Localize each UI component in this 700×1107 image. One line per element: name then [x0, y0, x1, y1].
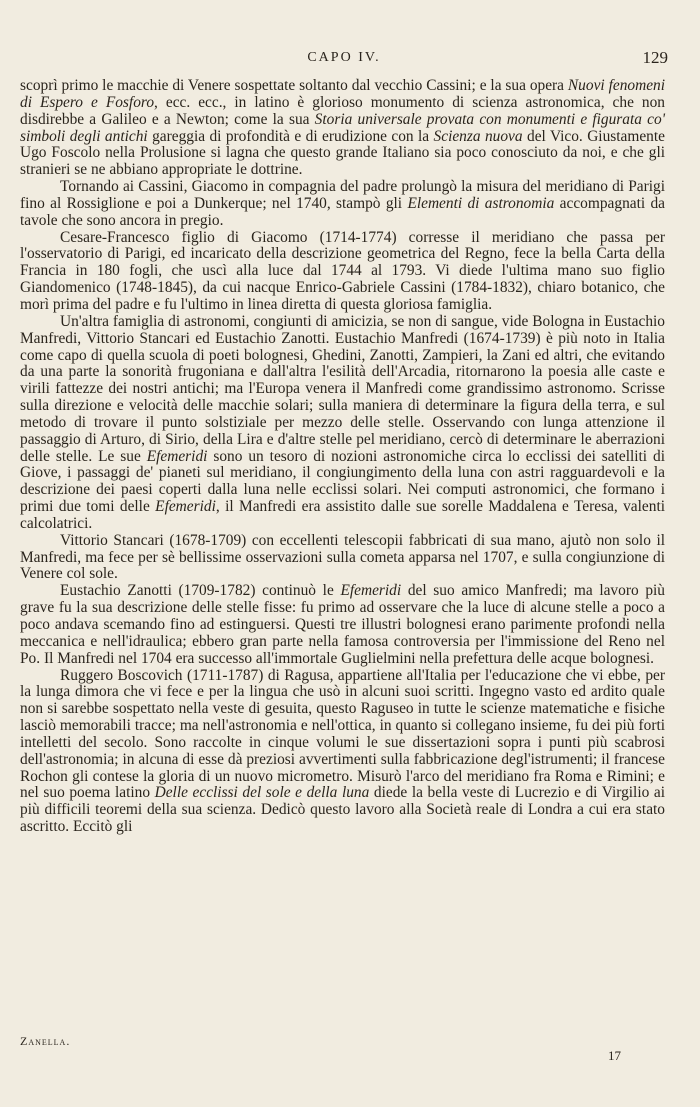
italic-title: Storia universale provata con monumenti e figurata co' simboli degli antichi — [20, 110, 665, 145]
italic-title: Efemeridi — [340, 582, 402, 600]
italic-title: Elementi di astronomia — [407, 194, 555, 212]
text-run: Un'altra famiglia di astronomi, congiunti di amicizia, se non di sangue, vide Bologna in Eustachio Manfredi, Vittorio Stancari ed Eustachio Zanotti. Eustachio Manfredi (1674-1739) è più noto in Italia come capo di quella scuola di poeti bolognesi, Ghedini, Zanotti, Zampieri, la Zani ed altri, che evitando da una parte la sonorità frugoniana e dall'altra l'esilità dell'Arcadia, ritornarono la poesia alle caste e virili fattezze dei nostri antichi; ma l'Europa venera il Manfredi come grandissimo astronomo. Scrisse sulla direzione e velocità delle macchie solari; sulla maniera di determinare la figura della terra, e sul metodo di trovare il punto solstiziale per mezzo delle stelle. Osservando con lunga attenzione il passaggio di Arturo, di Sirio, della Lira e d'altre stelle pel meridiano, cercò di determinare le aberrazioni delle stelle. Le sue — [20, 312, 665, 465]
text-run: Eustachio Zanotti (1709-1782) continuò le — [60, 582, 341, 600]
signature-mark: Zanella. — [20, 1034, 71, 1048]
text-run: del suo amico Manfredi; ma lavoro più grave fu la sua descrizione delle stelle fisse: fu primo ad osservare che la luce di alcune stelle a poco a poco andava scemando fino ad estinguersi. Questi tre illustri bolognesi erano parimente profondi nella meccanica e nell'idraulica; ebbero gran parte nella famosa controversia per l'immissione del Reno nel Po. Il Manfredi nel 1704 era successo all'immortale Guglielmini nella prefettura delle acque bolognesi. — [20, 582, 665, 667]
chapter-title: CAPO IV. — [307, 50, 381, 65]
text-run: , il Manfredi era assistito dalle sue sorelle Maddalena e Teresa, valenti calcolatrici. — [20, 498, 665, 532]
paragraph — [20, 583, 665, 667]
paragraph — [20, 668, 665, 836]
italic-title: Efemeridi — [155, 498, 216, 516]
folio-number: 17 — [608, 1048, 621, 1063]
paragraph — [20, 230, 665, 314]
running-header — [20, 50, 668, 74]
italic-title: Scienza nuova — [433, 127, 523, 145]
italic-title: Delle ecclissi del sole e della luna — [154, 784, 370, 802]
italic-title: Efemeridi — [146, 447, 208, 465]
text-run: Vittorio Stancari (1678-1709) con eccellenti telescopii fabbricati di sua mano, ajutò non solo il Manfredi, ma fece per sè bellissime osservazioni sulla cometa apparsa nel 1707, e sulla congiunzione di Venere col sole. — [20, 531, 665, 583]
text-run: , ecc. ecc., in latino è glorioso monumento di scienza astronomica, che non disdirebbe a Galileo e a Newton; come la sua — [20, 93, 666, 128]
text-run: del Vico. Giustamente Ugo Foscolo nella Prolusione si lagna che questo grande Italiano sia poco conosciuto da noi, e che gli stranieri se ne abbiano appropriate le dottrine. — [20, 127, 665, 179]
text-run: Tornando ai Cassini, Giacomo in compagnia del padre prolungò la misura del meridiano di Parigi fino al Rossiglione e poi a Dunkerque; nel 1740, stampò gli — [20, 178, 665, 212]
text-run: scoprì primo le macchie di Venere sospettate soltanto dal vecchio Cassini; e la sua opera — [20, 77, 568, 94]
text-run: sono un tesoro di nozioni astronomiche circa lo ecclissi dei satelliti di Giove, i passaggi de' pianeti sul meridiano, il congiungimento della luna con astri ragguardevoli e la descrizione dei paesi coperti dalla luna nelle ecclissi solari. Nei computi astronomici, che formano i primi due tomi delle — [20, 447, 665, 516]
paragraph — [20, 179, 665, 230]
text-run: gareggia di profondità e di erudizione con la — [147, 127, 434, 145]
page-number: 129 — [642, 48, 668, 67]
paragraph — [20, 314, 665, 533]
paragraph — [20, 533, 665, 584]
text-run: diede la bella veste di Lucrezio e di Virgilio ai più difficili teoremi della sua scienza. Dedicò questo lavoro alla Società reale di Londra a cui era stato ascritto. Eccitò gli — [20, 784, 665, 836]
italic-title: Nuovi fenomeni di Espero e Fosforo — [20, 77, 665, 111]
body-text — [20, 78, 665, 836]
text-run: Cesare-Francesco figlio di Giacomo (1714-1774) corresse il meridiano che passa per l'osservatorio di Parigi, ed incaricato della descrizione geometrica del Regno, fece la bella Carta della Francia in 180 fogli, che uscì alla luce dal 1744 al 1793. Vi diede l'ultima mano suo figlio Giandomenico (1748-1845), da cui nacque Enrico-Gabriele Cassini (1784-1832), chiaro botanico, che morì prima del padre e fu l'ultimo in linea diretta di questa gloriosa famiglia. — [20, 228, 665, 313]
text-run: Ruggero Boscovich (1711-1787) di Ragusa, appartiene all'Italia per l'educazione che vi ebbe, per la lunga dimora che vi fece e per la lingua che usò in alcuni suoi scritti. Ingegno vasto ed ardito quale non si sarebbe sospettato nella veste di gesuita, questo Raguseo in tutte le scienze matematiche e fisiche lasciò memorabili tracce; ma nell'astronomia e nell'ottica, in quanto si collegano insieme, fu dei più forti intelletti del secolo. Sono raccolte in cinque volumi le sue dissertazioni sopra i punti più scabrosi dell'astronomia; in alcuna di esse dà preziosi avvertimenti sulla fabbricazione degl'istrumenti; il francese Rochon gli contese la gloria di un nuovo micrometro. Misurò l'arco del meridiano fra Roma e Rimini; e nel suo poema latino — [20, 666, 665, 802]
paragraph — [20, 78, 665, 179]
text-run: accompagnati da tavole che sono ancora in pregio. — [20, 194, 666, 229]
